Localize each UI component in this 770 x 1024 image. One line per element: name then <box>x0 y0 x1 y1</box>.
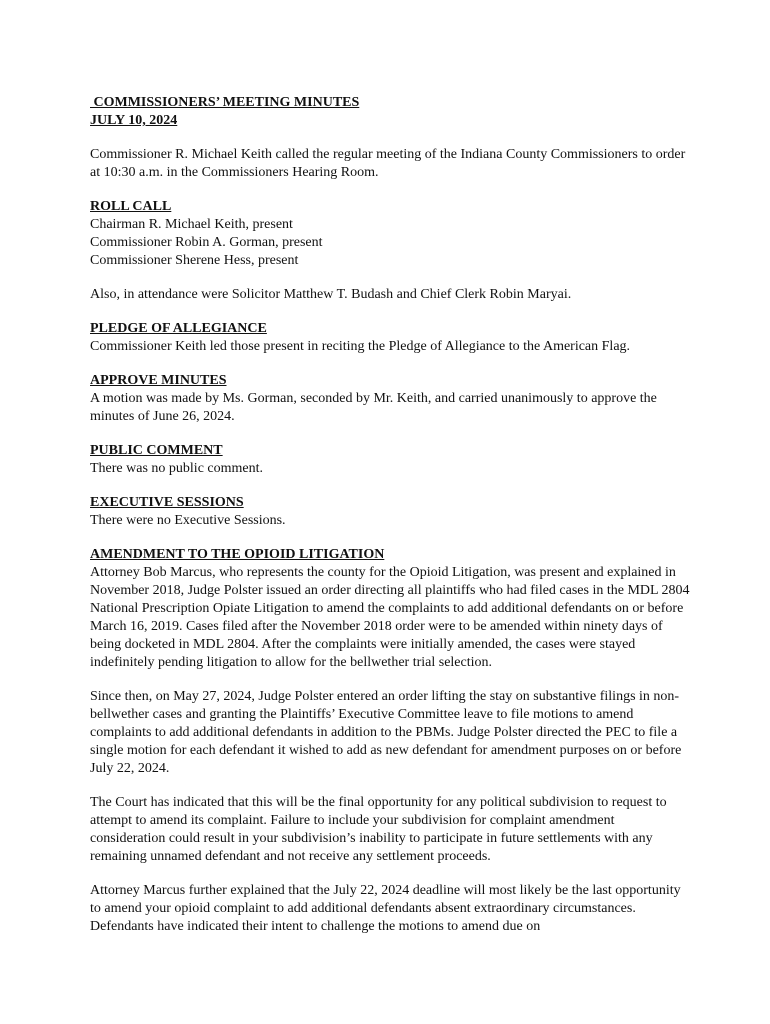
public-comment-heading: PUBLIC COMMENT <box>90 443 223 458</box>
approve-minutes-section <box>90 372 690 426</box>
executive-sessions-heading: EXECUTIVE SESSIONS <box>90 495 244 510</box>
opioid-paragraph: Attorney Bob Marcus, who represents the county for the Opioid Litigation, was present and explained in November 2018, Judge Polster issued an order directing all plaintiffs who had filed cases in the MDL 2804 National Prescription Opiate Litigation to amend the complaints to add additional defendants on or before March 16, 2019. Cases filed after the November 2018 order were to be amended within ninety days of being docketed in MDL 2804. After the complaints were initially amended, the cases were stayed indefinitely pending litigation to allow for the bellwether trial selection. <box>90 565 690 670</box>
roll-call-section <box>90 198 690 270</box>
intro-paragraph: Commissioner R. Michael Keith called the regular meeting of the Indiana County Commissioners to order at 10:30 a.m. in the Commissioners Hearing Room. <box>90 147 686 180</box>
opioid-section <box>90 546 690 936</box>
pledge-heading: PLEDGE OF ALLEGIANCE <box>90 321 267 336</box>
pledge-section <box>90 320 690 356</box>
public-comment-text: There was no public comment. <box>90 461 264 476</box>
document-date: JULY 10, 2024 <box>90 113 178 128</box>
attendance-paragraph: Also, in attendance were Solicitor Matthew T. Budash and Chief Clerk Robin Maryai. <box>90 287 572 302</box>
roll-call-member: Chairman R. Michael Keith, present <box>90 217 293 232</box>
roll-call-member: Commissioner Robin A. Gorman, present <box>90 235 323 250</box>
opioid-paragraph: Attorney Marcus further explained that the July 22, 2024 deadline will most likely be the last opportunity to amend your opioid complaint to add additional defendants absent extraordinary circumstances. Defendants have indicated their intent to challenge the motions to amend due on <box>90 883 681 934</box>
approve-minutes-heading: APPROVE MINUTES <box>90 373 227 388</box>
roll-call-member: Commissioner Sherene Hess, present <box>90 253 299 268</box>
pledge-text: Commissioner Keith led those present in reciting the Pledge of Allegiance to the American Flag. <box>90 339 631 354</box>
document-page <box>90 94 690 936</box>
roll-call-heading: ROLL CALL <box>90 199 172 214</box>
approve-minutes-text: A motion was made by Ms. Gorman, seconded by Mr. Keith, and carried unanimously to approve the minutes of June 26, 2024. <box>90 391 657 424</box>
executive-sessions-text: There were no Executive Sessions. <box>90 513 286 528</box>
executive-sessions-section <box>90 494 690 530</box>
public-comment-section <box>90 442 690 478</box>
opioid-paragraph: Since then, on May 27, 2024, Judge Polster entered an order lifting the stay on substantive filings in non-bellwether cases and granting the Plaintiffs’ Executive Committee leave to file motions to amend complaints to add additional defendants in addition to the PBMs. Judge Polster directed the PEC to file a single motion for each defendant it wished to add as new defendant for amendment purposes on or before July 22, 2024. <box>90 689 682 776</box>
opioid-paragraph: The Court has indicated that this will be the final opportunity for any political subdivision to request to attempt to amend its complaint. Failure to include your subdivision for complaint amendment consideration could result in your subdivision’s inability to participate in future settlements with any remaining unnamed defendant and not receive any settlement proceeds. <box>90 795 667 864</box>
document-title: COMMISSIONERS’ MEETING MINUTES <box>90 95 360 110</box>
opioid-heading: AMENDMENT TO THE OPIOID LITIGATION <box>90 547 385 562</box>
